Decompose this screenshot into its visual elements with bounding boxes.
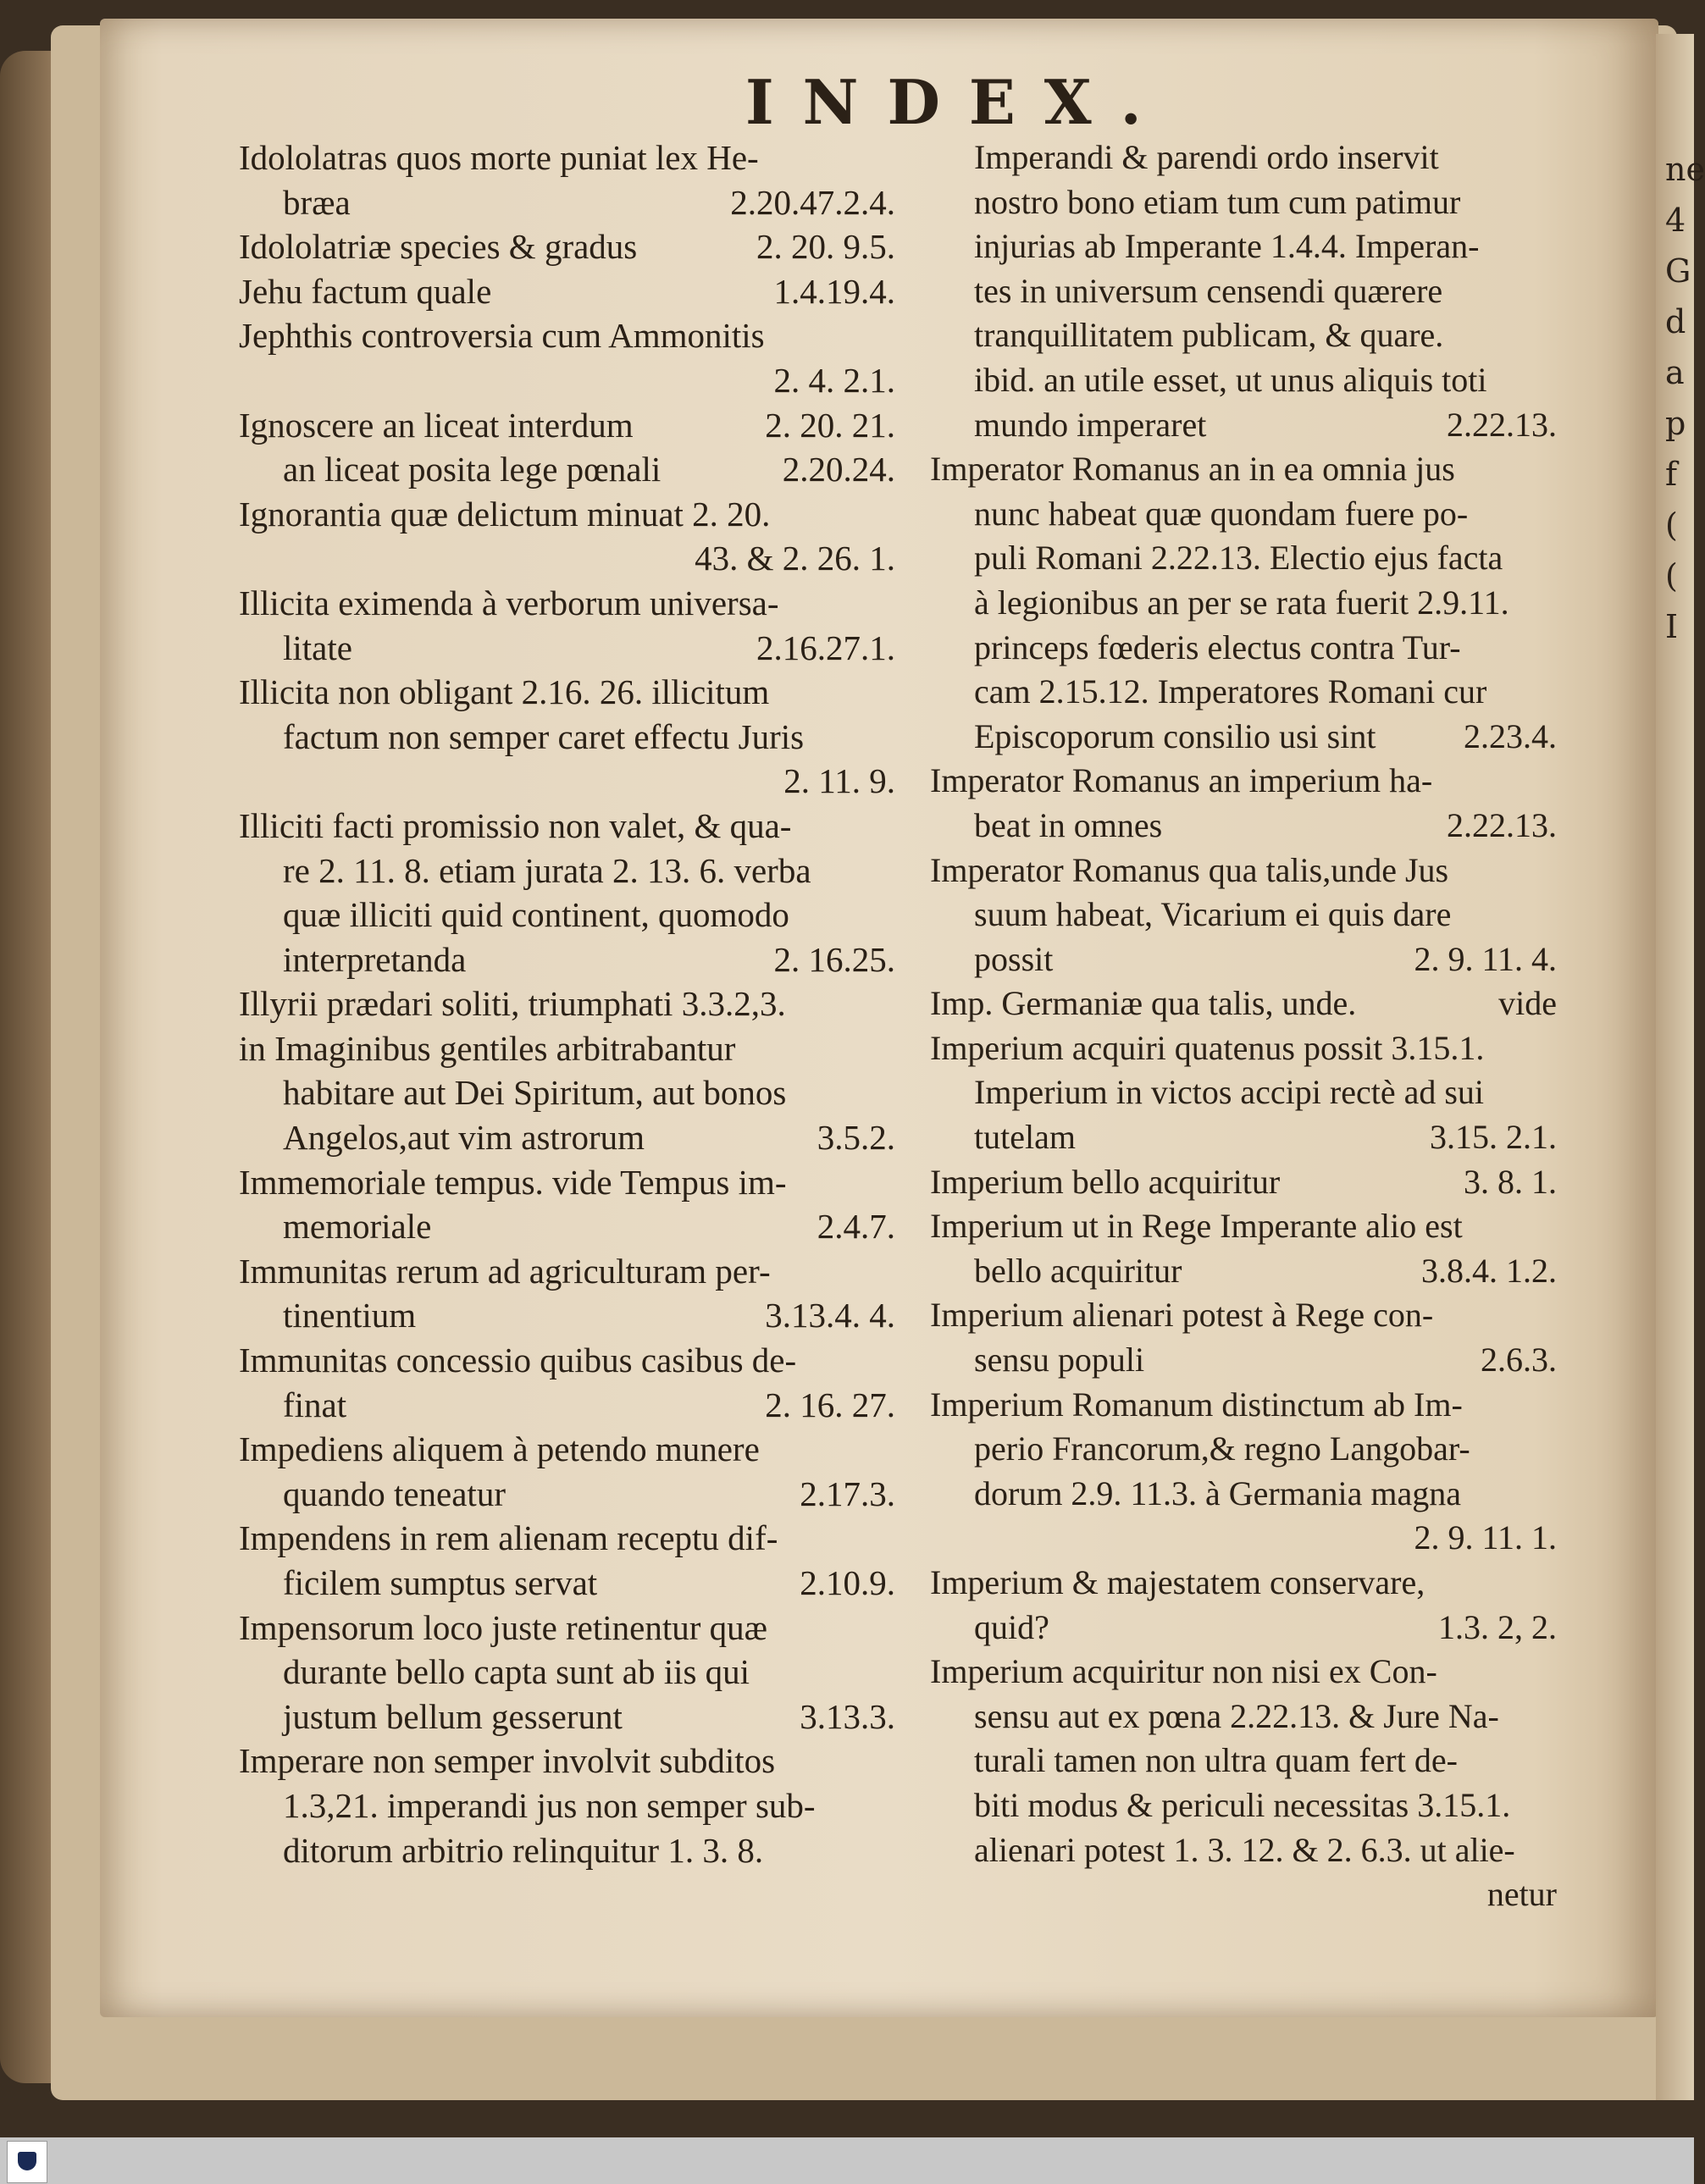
index-entry-line — [239, 849, 895, 893]
entry-text: Imperium in victos accipi rectè ad sui — [974, 1073, 1485, 1112]
index-entry-line — [930, 1739, 1557, 1783]
entry-text: Jehu factum quale — [239, 271, 492, 311]
entry-text: Impendens in rem alienam receptu dif- — [239, 1518, 778, 1558]
entry-text: Jephthis controversia cum Ammonitis — [239, 316, 765, 356]
entry-text: an liceat posita lege pœnali — [283, 450, 662, 489]
entry-reference: 3.13.3. — [800, 1696, 895, 1736]
index-entry-line — [239, 1338, 895, 1383]
entry-text: habitare aut Dei Spiritum, aut bonos — [283, 1073, 787, 1113]
entry-text: Imp. Germaniæ qua talis, unde. — [930, 984, 1357, 1023]
index-entry-line — [239, 1783, 895, 1828]
entry-reference: 2. 11. 9. — [783, 761, 895, 801]
index-entry-line — [930, 1695, 1557, 1739]
index-entry-line — [239, 1561, 895, 1606]
index-entry-line — [930, 1516, 1557, 1561]
entry-text: Imperium ut in Rege Imperante alio est — [930, 1207, 1463, 1246]
index-entry-line — [930, 1472, 1557, 1517]
index-entry-line — [930, 670, 1557, 715]
shield-icon — [18, 2152, 36, 2170]
entry-text: princeps fœderis electus contra Tur- — [974, 628, 1461, 666]
index-entry-line — [239, 937, 895, 982]
entry-text: beat in omnes — [974, 805, 1163, 844]
index-entry-line — [239, 403, 895, 448]
entry-reference: 2. 4. 2.1. — [773, 360, 895, 400]
index-entry-line — [930, 1606, 1557, 1650]
entry-text: Imperandi & parendi ordo inservit — [974, 138, 1439, 176]
index-entry-line — [930, 224, 1557, 269]
entry-text: puli Romani 2.22.13. Electio ejus facta — [974, 539, 1503, 578]
index-entry-line — [239, 536, 895, 581]
entry-reference: 2.6.3. — [1481, 1341, 1557, 1380]
entry-reference: 3.8.4. 1.2. — [1421, 1251, 1557, 1290]
index-entry-line — [239, 1606, 895, 1650]
entry-reference: 2.16.27.1. — [756, 628, 895, 667]
entry-reference: 2.20.47.2.4. — [730, 182, 895, 222]
index-entry-line — [930, 1872, 1557, 1917]
entry-reference: vide — [1498, 984, 1557, 1023]
entry-reference: 1.3. 2, 2. — [1438, 1607, 1557, 1646]
entry-reference: 2.23.4. — [1464, 716, 1557, 755]
entry-text: tinentium — [283, 1296, 417, 1335]
entry-text: memoriale — [283, 1207, 432, 1247]
entry-text: quid? — [974, 1607, 1049, 1646]
entry-text: tranquillitatem publicam, & quare. — [974, 316, 1444, 355]
entry-text: ficilem sumptus servat — [283, 1563, 598, 1602]
entry-text: re 2. 11. 8. etiam jurata 2. 13. 6. verba — [283, 850, 811, 890]
entry-reference: 2. 16. 27. — [765, 1385, 895, 1424]
entry-text: nostro bono etiam tum cum patimur — [974, 182, 1461, 221]
entry-text: durante bello capta sunt ab iis qui — [283, 1652, 750, 1692]
entry-text: cam 2.15.12. Imperatores Romani cur — [974, 672, 1487, 711]
entry-text: quæ illiciti quid continent, quomodo — [283, 895, 789, 935]
entry-text: perio Francorum,& regno Langobar- — [974, 1429, 1470, 1468]
index-entry-line — [239, 1739, 895, 1783]
entry-reference: 2. 9. 11. 4. — [1414, 939, 1557, 978]
index-entry-line — [930, 1249, 1557, 1294]
index-entry-line — [930, 135, 1557, 180]
entry-text: Impensorum loco juste retinentur quæ — [239, 1607, 767, 1647]
entry-text: nunc habeat quæ quondam fuere po- — [974, 494, 1469, 533]
entry-text: finat — [283, 1385, 347, 1424]
entry-reference: 2. 16.25. — [773, 939, 895, 979]
entry-text: sensu populi — [974, 1341, 1145, 1380]
entry-reference: 2. 20. 21. — [765, 405, 895, 445]
entry-text: Immunitas rerum ad agriculturam per- — [239, 1251, 771, 1291]
index-entry-line — [239, 670, 895, 715]
entry-text: Illiciti facti promissio non valet, & qua- — [239, 805, 792, 845]
entry-text: interpretanda — [283, 939, 467, 979]
entry-text: Imperium bello acquiritur — [930, 1162, 1281, 1201]
next-page-fragment: ( — [1665, 506, 1678, 544]
entry-text: alienari potest 1. 3. 12. & 2. 6.3. ut alie- — [974, 1830, 1515, 1869]
index-entry-line — [930, 1427, 1557, 1472]
entry-text: injurias ab Imperante 1.4.4. Imperan- — [974, 227, 1480, 266]
entry-text: Ignoscere an liceat interdum — [239, 405, 634, 445]
index-entry-line — [239, 1383, 895, 1428]
entry-text: bræa — [283, 182, 351, 222]
entry-reference: 43. & 2. 26. 1. — [695, 539, 895, 578]
index-entry-line — [930, 536, 1557, 581]
index-entry-line — [239, 581, 895, 626]
entry-reference: 2.10.9. — [800, 1563, 895, 1602]
index-entry-line — [930, 269, 1557, 314]
index-entry-line — [930, 759, 1557, 804]
entry-text: Episcoporum consilio usi sint — [974, 716, 1376, 755]
entry-reference: 2.22.13. — [1447, 805, 1557, 844]
index-entry-line — [930, 403, 1557, 448]
index-entry-line — [239, 1204, 895, 1249]
entry-reference: 2.20.24. — [782, 450, 895, 489]
index-entry-line — [239, 447, 895, 492]
index-entry-line — [239, 1695, 895, 1739]
entry-text: mundo imperaret — [974, 405, 1207, 444]
entry-text: Imperium acquiri quatenus possit 3.15.1. — [930, 1028, 1485, 1067]
index-entry-line — [930, 893, 1557, 937]
index-column-left — [239, 135, 895, 1872]
index-entry-line — [239, 1650, 895, 1695]
entry-reference: 2.22.13. — [1447, 405, 1557, 444]
index-entry-line — [930, 1204, 1557, 1249]
entry-text: ibid. an utile esset, ut unus aliquis toti — [974, 360, 1487, 399]
index-entry-line — [239, 1160, 895, 1205]
index-entry-line — [930, 1650, 1557, 1695]
entry-reference: 3.13.4. 4. — [765, 1296, 895, 1335]
entry-text: Imperium acquiritur non nisi ex Con- — [930, 1652, 1437, 1691]
entry-text: tes in universum censendi quærere — [974, 271, 1443, 310]
index-entry-line — [239, 1828, 895, 1873]
entry-reference: 2.4.7. — [817, 1207, 895, 1247]
entry-reference: 3. 8. 1. — [1464, 1162, 1557, 1201]
index-entry-line — [239, 1516, 895, 1561]
entry-text: Illicita non obligant 2.16. 26. illicitum — [239, 672, 770, 712]
entry-text: bello acquiritur — [974, 1251, 1182, 1290]
entry-reference: netur — [1486, 1875, 1557, 1914]
index-entry-line — [930, 1338, 1557, 1383]
entry-text: factum non semper caret effectu Juris — [283, 716, 805, 756]
index-entry-line — [930, 937, 1557, 982]
index-entry-line — [239, 269, 895, 314]
index-entry-line — [239, 358, 895, 403]
index-entry-line — [239, 626, 895, 671]
next-page-fragments — [1665, 144, 1705, 652]
index-entry-line — [239, 981, 895, 1026]
index-entry-line — [930, 492, 1557, 537]
entry-reference: 2. 20. 9.5. — [756, 227, 895, 267]
index-entry-line — [239, 1249, 895, 1294]
entry-text: Imperator Romanus qua talis,unde Jus — [930, 850, 1449, 889]
entry-text: Imperator Romanus an in ea omnia jus — [930, 450, 1455, 489]
index-entry-line — [239, 135, 895, 180]
entry-text: Illyrii prædari soliti, triumphati 3.3.2,3. — [239, 984, 786, 1024]
entry-text: litate — [283, 628, 352, 667]
entry-text: Idololatras quos morte puniat lex He- — [239, 138, 759, 177]
page-header: INDEX. — [745, 66, 1171, 138]
viewer-bottom-bar — [0, 2137, 1694, 2184]
next-page-fragment: G — [1665, 252, 1691, 290]
index-entry-line — [239, 224, 895, 269]
index-entry-line — [239, 1293, 895, 1338]
entry-text: Imperator Romanus an imperium ha- — [930, 761, 1433, 800]
next-page-fragment: d — [1665, 303, 1686, 340]
entry-text: à legionibus an per se rata fuerit 2.9.11. — [974, 583, 1509, 622]
index-entry-line — [930, 1383, 1557, 1428]
next-page-fragment: p — [1665, 405, 1686, 442]
entry-text: Imperare non semper involvit subditos — [239, 1741, 776, 1781]
entry-reference: 2. 9. 11. 1. — [1414, 1518, 1557, 1557]
index-entry-line — [930, 715, 1557, 760]
entry-text: Immemoriale tempus. vide Tempus im- — [239, 1162, 787, 1202]
entry-text: quando teneatur — [283, 1474, 506, 1513]
index-entry-line — [930, 581, 1557, 626]
entry-text: turali tamen non ultra quam fert de- — [974, 1741, 1458, 1780]
entry-text: Idololatriæ species & gradus — [239, 227, 638, 267]
index-entry-line — [239, 313, 895, 358]
entry-text: 1.3,21. imperandi jus non semper sub- — [283, 1785, 816, 1825]
entry-text: Imperium Romanum distinctum ab Im- — [930, 1385, 1463, 1424]
index-entry-line — [930, 1026, 1557, 1071]
index-entry-line — [930, 1115, 1557, 1160]
next-page-fragment: 4 — [1665, 202, 1686, 239]
entry-text: dorum 2.9. 11.3. à Germania magna — [974, 1474, 1462, 1512]
entry-text: Angelos,aut vim astrorum — [283, 1118, 645, 1158]
next-page-fragment: ( — [1665, 557, 1678, 594]
entry-text: possit — [974, 939, 1054, 978]
index-entry-line — [930, 1561, 1557, 1606]
entry-text: Illicita eximenda à verborum universa- — [239, 583, 779, 622]
index-entry-line — [239, 1070, 895, 1115]
next-page-fragment: a — [1665, 354, 1685, 391]
index-entry-line — [239, 1472, 895, 1517]
entry-text: Imperium & majestatem conservare, — [930, 1563, 1425, 1601]
index-entry-line — [930, 849, 1557, 893]
index-entry-line — [930, 626, 1557, 671]
entry-text: sensu aut ex pœna 2.22.13. & Jure Na- — [974, 1696, 1499, 1735]
index-entry-line — [930, 1293, 1557, 1338]
entry-reference: 1.4.19.4. — [773, 271, 895, 311]
index-entry-line — [239, 715, 895, 760]
index-entry-line — [239, 1427, 895, 1472]
library-logo — [7, 2141, 47, 2183]
index-entry-line — [930, 447, 1557, 492]
entry-text: Impediens aliquem à petendo munere — [239, 1429, 760, 1469]
entry-text: ditorum arbitrio relinquitur 1. 3. 8. — [283, 1830, 764, 1870]
index-entry-line — [930, 180, 1557, 225]
entry-text: tutelam — [974, 1118, 1076, 1157]
index-entry-line — [239, 893, 895, 937]
index-entry-line — [930, 313, 1557, 358]
index-entry-line — [930, 1160, 1557, 1205]
index-entry-line — [239, 1115, 895, 1160]
index-entry-line — [239, 492, 895, 537]
entry-text: in Imaginibus gentiles arbitrabantur — [239, 1028, 736, 1068]
entry-text: biti modus & periculi necessitas 3.15.1. — [974, 1785, 1511, 1824]
index-entry-line — [930, 981, 1557, 1026]
index-entry-line — [930, 1783, 1557, 1828]
index-entry-line — [239, 1026, 895, 1071]
index-entry-line — [930, 1828, 1557, 1873]
index-column-right — [930, 135, 1557, 1917]
next-page-fragment: ne — [1665, 151, 1705, 188]
index-entry-line — [930, 358, 1557, 403]
entry-reference: 3.5.2. — [817, 1118, 895, 1158]
entry-reference: 2.17.3. — [800, 1474, 895, 1513]
next-page-fragment: f — [1665, 456, 1678, 493]
next-page-fragment: I — [1665, 608, 1679, 645]
entry-text: Immunitas concessio quibus casibus de- — [239, 1341, 797, 1380]
entry-text: Imperium alienari potest à Rege con- — [930, 1296, 1434, 1335]
entry-text: suum habeat, Vicarium ei quis dare — [974, 895, 1452, 934]
index-entry-line — [239, 804, 895, 849]
entry-reference: 3.15. 2.1. — [1430, 1118, 1557, 1157]
index-entry-line — [930, 804, 1557, 849]
index-entry-line — [239, 180, 895, 225]
entry-text: Ignorantia quæ delictum minuat 2. 20. — [239, 494, 771, 534]
index-entry-line — [930, 1070, 1557, 1115]
entry-text: justum bellum gesserunt — [283, 1696, 623, 1736]
index-entry-line — [239, 759, 895, 804]
